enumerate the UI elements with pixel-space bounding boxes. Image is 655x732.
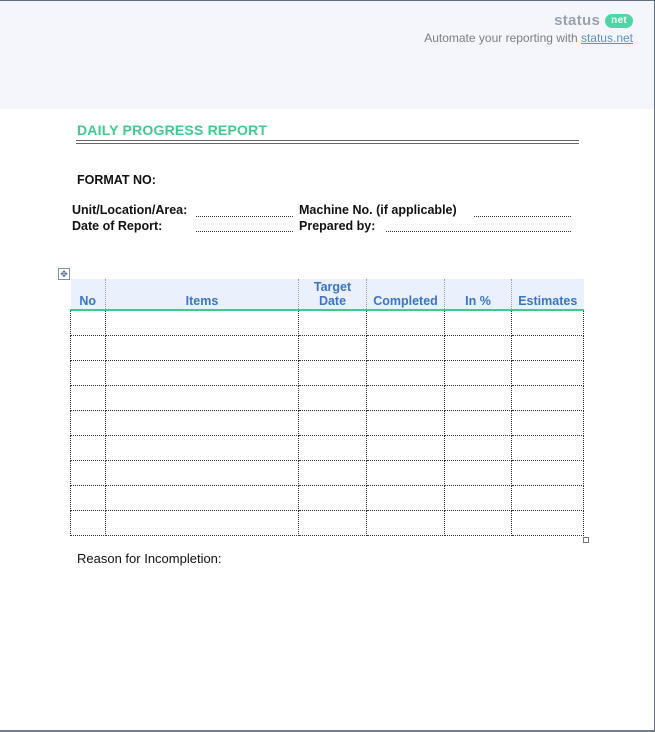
cell[interactable] — [299, 361, 367, 386]
cell[interactable] — [445, 436, 512, 461]
table-row — [71, 411, 584, 436]
table-row — [71, 386, 584, 411]
cell[interactable] — [445, 361, 512, 386]
cell[interactable] — [106, 310, 299, 336]
tagline-link[interactable]: status.net — [580, 31, 633, 45]
cell[interactable] — [512, 310, 584, 336]
cell[interactable] — [367, 386, 445, 411]
cell[interactable] — [512, 436, 584, 461]
date-of-report-label: Date of Report: — [72, 219, 163, 233]
cell[interactable] — [106, 386, 299, 411]
cell[interactable] — [445, 486, 512, 511]
cell[interactable] — [299, 436, 367, 461]
date-of-report-field[interactable] — [196, 231, 293, 232]
cell[interactable] — [367, 436, 445, 461]
machine-no-label: Machine No. (if applicable) — [299, 203, 457, 217]
cell[interactable] — [299, 486, 367, 511]
cell[interactable] — [512, 486, 584, 511]
tagline — [424, 31, 633, 45]
prepared-by-label: Prepared by: — [299, 219, 376, 233]
brand-badge: net — [605, 14, 633, 28]
cell[interactable] — [106, 361, 299, 386]
title-rule — [76, 140, 579, 141]
cell[interactable] — [367, 336, 445, 361]
table-resize-handle[interactable] — [583, 537, 589, 543]
cell[interactable] — [71, 411, 106, 436]
progress-table — [70, 279, 584, 536]
cell[interactable] — [367, 486, 445, 511]
cell[interactable] — [512, 336, 584, 361]
cell[interactable] — [512, 361, 584, 386]
cell[interactable] — [71, 436, 106, 461]
cell[interactable] — [299, 511, 367, 536]
cell[interactable] — [106, 336, 299, 361]
unit-location-area-field[interactable] — [196, 216, 293, 217]
cell[interactable] — [106, 461, 299, 486]
cell[interactable] — [445, 411, 512, 436]
cell[interactable] — [445, 511, 512, 536]
cell[interactable] — [299, 411, 367, 436]
table-row — [71, 361, 584, 386]
tagline-text: Automate your reporting with — [424, 31, 578, 45]
column-header-target-date — [299, 279, 367, 310]
cell[interactable] — [299, 386, 367, 411]
title-rule — [76, 143, 579, 144]
cell[interactable] — [299, 310, 367, 336]
cell[interactable] — [71, 361, 106, 386]
cell[interactable] — [445, 461, 512, 486]
brand-logo — [554, 12, 633, 29]
cell[interactable] — [512, 411, 584, 436]
format-no-label: FORMAT NO: — [77, 173, 156, 187]
cell[interactable] — [512, 461, 584, 486]
cell[interactable] — [445, 310, 512, 336]
cell[interactable] — [71, 461, 106, 486]
cell[interactable] — [71, 486, 106, 511]
cell[interactable] — [106, 486, 299, 511]
brand-name: status — [554, 12, 601, 29]
cell[interactable] — [367, 461, 445, 486]
table-header-row — [71, 279, 584, 310]
table-row — [71, 310, 584, 336]
cell[interactable] — [367, 310, 445, 336]
column-header-in-percent: In % — [445, 279, 512, 310]
cell[interactable] — [445, 386, 512, 411]
cell[interactable] — [512, 511, 584, 536]
cell[interactable] — [512, 386, 584, 411]
cell[interactable] — [71, 511, 106, 536]
machine-no-field[interactable] — [474, 216, 571, 217]
table-row — [71, 511, 584, 536]
cell[interactable] — [71, 310, 106, 336]
header-band — [0, 1, 654, 109]
cell[interactable] — [299, 336, 367, 361]
table-row — [71, 336, 584, 361]
cell[interactable] — [71, 336, 106, 361]
cell[interactable] — [367, 511, 445, 536]
target-date-text: Target Date — [313, 280, 352, 308]
cell[interactable] — [367, 411, 445, 436]
table-row — [71, 486, 584, 511]
cell[interactable] — [445, 336, 512, 361]
cell[interactable] — [367, 361, 445, 386]
column-header-no: No — [71, 279, 106, 310]
cell[interactable] — [299, 461, 367, 486]
cell[interactable] — [106, 411, 299, 436]
table-row — [71, 461, 584, 486]
document-title: DAILY PROGRESS REPORT — [77, 122, 268, 138]
unit-location-area-label: Unit/Location/Area: — [72, 203, 188, 217]
move-handle-icon[interactable]: ✥ — [58, 268, 70, 280]
cell[interactable] — [71, 386, 106, 411]
column-header-items: Items — [106, 279, 299, 310]
reason-for-incompletion-label: Reason for Incompletion: — [77, 551, 222, 566]
prepared-by-field[interactable] — [386, 231, 571, 232]
column-header-estimates: Estimates — [512, 279, 584, 310]
cell[interactable] — [106, 511, 299, 536]
table-row — [71, 436, 584, 461]
cell[interactable] — [106, 436, 299, 461]
column-header-completed: Completed — [367, 279, 445, 310]
